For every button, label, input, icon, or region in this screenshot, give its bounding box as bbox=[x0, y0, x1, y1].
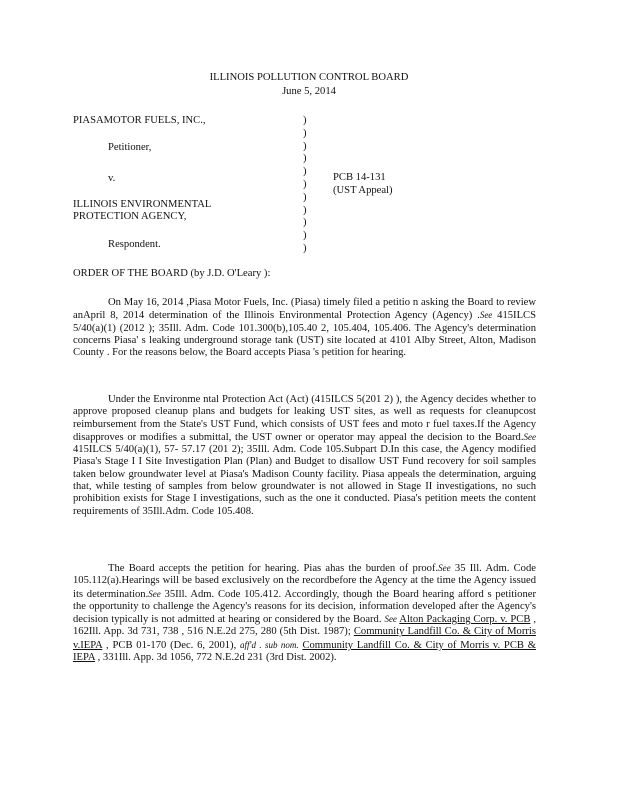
paragraph-2 bbox=[73, 394, 536, 518]
paragraph-text: Under the Environme ntal Protection Act (Act) (415ILCS 5(201 2) ), the Agency decides whether to approve proposed cleanup plans and budgets for leaking UST sites, as well as requests for cleanupcost reimbursement from the State's UST Fund, which consists of UST fees and moto r fuel taxes.If the Agency disapproves or modifies a submittal, the UST owner or operator may appeal the decision to the Board. bbox=[73, 394, 536, 443]
paren: ) bbox=[303, 127, 307, 139]
petitioner-role: Petitioner, bbox=[108, 142, 152, 153]
paragraph-text: 35 Ill. Adm. Code 105.112(a).Hearings will be based exclusively on the recordbefore the Agency at the time the Agency issued its determination. bbox=[73, 563, 536, 600]
paragraph-1 bbox=[73, 297, 536, 359]
case-citation: Community Landfill Co. & City of Morris v.IEPA bbox=[73, 626, 536, 651]
paren: ) bbox=[303, 217, 307, 229]
paren: ) bbox=[303, 191, 307, 203]
order-date: June 5, 2014 bbox=[282, 86, 336, 97]
citation-signal: See bbox=[148, 588, 161, 599]
respondent-name-line2: PROTECTION AGENCY, bbox=[73, 211, 187, 222]
paren: ) bbox=[303, 153, 307, 165]
board-name: ILLINOIS POLLUTION CONTROL BOARD bbox=[209, 72, 409, 83]
paren: ) bbox=[303, 242, 307, 254]
case-citation: Alton Packaging Corp. v. PCB bbox=[399, 614, 531, 626]
case-type: (UST Appeal) bbox=[333, 185, 393, 196]
paragraph-text: , PCB 01-170 (Dec. 6, 2001), bbox=[102, 639, 237, 651]
citation-signal: See bbox=[479, 310, 493, 321]
respondent-role: Respondent. bbox=[108, 239, 161, 250]
order-heading: ORDER OF THE BOARD (by J.D. O'Leary ): bbox=[73, 268, 271, 279]
paren: ) bbox=[303, 166, 307, 178]
paragraph-text: , 162Ill. App. 3d 731, 738 , 516 N.E.2d 275, 280 (5th Dist. 1987); bbox=[73, 614, 536, 638]
respondent-name-line1: ILLINOIS ENVIRONMENTAL bbox=[73, 199, 212, 210]
citation-signal: See bbox=[384, 614, 397, 625]
paragraph-text: On May 16, 2014 ,Piasa Motor Fuels, Inc. (Piasa) timely filed a petitio n asking the Board to review anApril 8, 2014 determination of the Illinois Environmental Protection Agency (Agency) . bbox=[73, 297, 536, 322]
paragraph-3 bbox=[73, 562, 536, 664]
paragraph-text: , 331Ill. App. 3d 1056, 772 N.E.2d 231 (3rd Dist. 2002). bbox=[94, 652, 337, 664]
case-number: PCB 14-131 bbox=[333, 172, 386, 183]
paragraph-text: 415ILCS 5/40(a)(1) (2012 ); 35Ill. Adm. Code 101.300(b),105.40 2, 105.404, 105.406. The Agency's determination concerns Piasa' s leaking underground storage tank (UST) site located at 4101 Alby Street, Alton, Madison County . For the reasons below, the Board accepts Piasa 's petition for hearing. bbox=[73, 310, 536, 359]
citation-signal: See bbox=[438, 563, 451, 573]
case-citation: Community Landfill Co. & City of Morris v. PCB & IEPA bbox=[73, 639, 536, 664]
citation-signal: See bbox=[523, 431, 536, 442]
paragraph-text: 35Ill. Adm. Code 105.412. Accordingly, though the Board hearing afford s petitioner the opportunity to challenge the Agency's reasons for its decision, information developed after the Agency's decision typically is not admitted at hearing or considered by the Board. bbox=[73, 588, 536, 626]
paragraph-text: 415ILCS 5/40(a)(1), 57- 57.17 (201 2); 35Ill. Adm. Code 105.Subpart D.In this case, the Agency modified Piasa's Stage I I Site Investigation Plan (Plan) and Budget to disallow UST Fund recovery for soil samples taken below groundwater level at Piasa's Madison County facility. Piasa appeals the determination, arguing that, while testing of samples from below groundwater is not allowed in Stage II investigations, no such prohibition exists for Stage I investigations, such as the one it conducted. Piasa's petition meets the content requirements of 35Ill.Adm. Code 105.408. bbox=[73, 444, 536, 517]
paren: ) bbox=[303, 115, 307, 126]
citation-signal: aff'd . sub nom. bbox=[240, 639, 299, 650]
paren: ) bbox=[303, 230, 307, 242]
paren: ) bbox=[303, 204, 307, 216]
paren: ) bbox=[303, 178, 307, 190]
petitioner-name: PIASAMOTOR FUELS, INC., bbox=[73, 115, 206, 126]
paren: ) bbox=[303, 140, 307, 152]
caption-parentheses bbox=[303, 115, 313, 256]
versus: v. bbox=[108, 173, 116, 184]
paragraph-text: The Board accepts the petition for hearing. Pias ahas the burden of proof. bbox=[108, 563, 439, 574]
